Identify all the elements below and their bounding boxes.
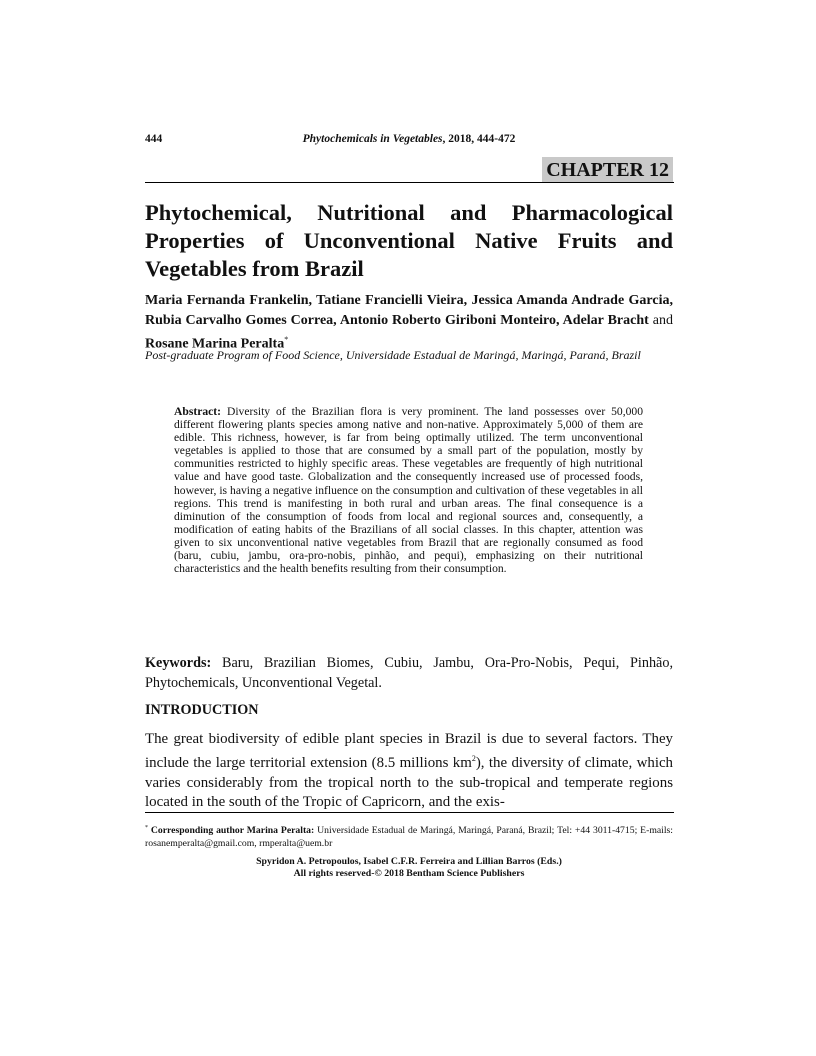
intro-text-part1: The great biodiversity of edible plant species in Brazil is due to several factors. They include the large territorial extension (8.5 millions km <box>145 731 673 772</box>
rights-line: All rights reserved-© 2018 Bentham Science Publishers <box>293 868 525 879</box>
footnote-text: Universidade Estadual de Maringá, Maringá, Paraná, Brazil; Tel: +44 3011-4715; E-mails: rosanemperalta@gmail.com, rmperalta@uem.br <box>145 825 674 849</box>
affiliation: Post-graduate Program of Food Science, Universidade Estadual de Maringá, Maringá, Paraná, Brazil <box>145 348 641 362</box>
article-title: Phytochemical, Nutritional and Pharmacological Properties of Unconventional Native Fruits and Vegetables from Brazil <box>145 200 673 281</box>
footnote-mark: * <box>145 825 148 831</box>
page-number: 444 <box>145 133 163 145</box>
keywords <box>145 653 673 693</box>
journal-title: Phytochemicals in Vegetables <box>302 133 443 145</box>
author-list <box>145 291 673 354</box>
abstract-label: Abstract: <box>174 405 222 418</box>
chapter-label: CHAPTER 12 <box>542 157 673 182</box>
abstract <box>174 405 643 575</box>
authors-main: Maria Fernanda Frankelin, Tatiane Francielli Vieira, Jessica Amanda Andrade Garcia, Rubia Carvalho Gomes Correa, Antonio Roberto Giriboni Monteiro, Adelar Bracht <box>145 293 673 328</box>
abstract-text: Diversity of the Brazilian flora is very prominent. The land possesses over 50,000 different flowering plants species among native and non-native. Approximately 5,000 of them are edible. This richness, however, is far from being optimally utilized. The term unconventional vegetables is applied to those that are consumed by a small part of the population, mostly by communities restricted to highly specific areas. These vegetables are frequently of high nutritional value and have good taste. Globalization and the consequently increased use of processed foods, however, is having a negative influence on the consumption and cultivation of these vegetables in all regions. This trend is manifesting in both rural and urban areas. The final consequence is a diminution of the consumption of foods from local and regional sources and, consequently, a modification of eating habits of the Brazilians of all social classes. In this chapter, attention was given to six unconventional native vegetables from Brazil that are regionally consumed as food (baru, cubiu, jambu, ora-pro-nobis, pinhão, and pequi), emphasizing on their nutritional characteristics and the health benefits resulting from their consumption. <box>174 405 644 576</box>
intro-text-part2: ), the diversity of climate, which varies considerably from the tropical north to the sub-tropical and temperate regions located in the south of the Tropic of Capricorn, and the exis- <box>145 755 674 810</box>
editors-line: Spyridon A. Petropoulos, Isabel C.F.R. Ferreira and Lillian Barros (Eds.) <box>256 856 562 867</box>
journal-details: , 2018, 444-472 <box>442 133 516 145</box>
authors-conjunction: and <box>652 312 674 328</box>
header-divider <box>145 182 674 183</box>
footnote-divider <box>145 812 674 813</box>
footnote <box>145 822 673 850</box>
corresponding-mark: * <box>284 335 289 344</box>
keywords-label: Keywords: <box>145 655 212 671</box>
introduction-paragraph <box>145 730 673 812</box>
journal-citation <box>145 133 673 145</box>
introduction-heading: INTRODUCTION <box>145 702 259 718</box>
publisher-info <box>145 856 673 880</box>
keywords-text: Baru, Brazilian Biomes, Cubiu, Jambu, Ora-Pro-Nobis, Pequi, Pinhão, Phytochemicals, Unconventional Vegetal. <box>145 655 673 691</box>
intro-superscript: 2 <box>471 754 476 764</box>
author-corresponding: Rosane Marina Peralta <box>145 336 285 352</box>
footnote-label: Corresponding author Marina Peralta: <box>150 825 315 837</box>
